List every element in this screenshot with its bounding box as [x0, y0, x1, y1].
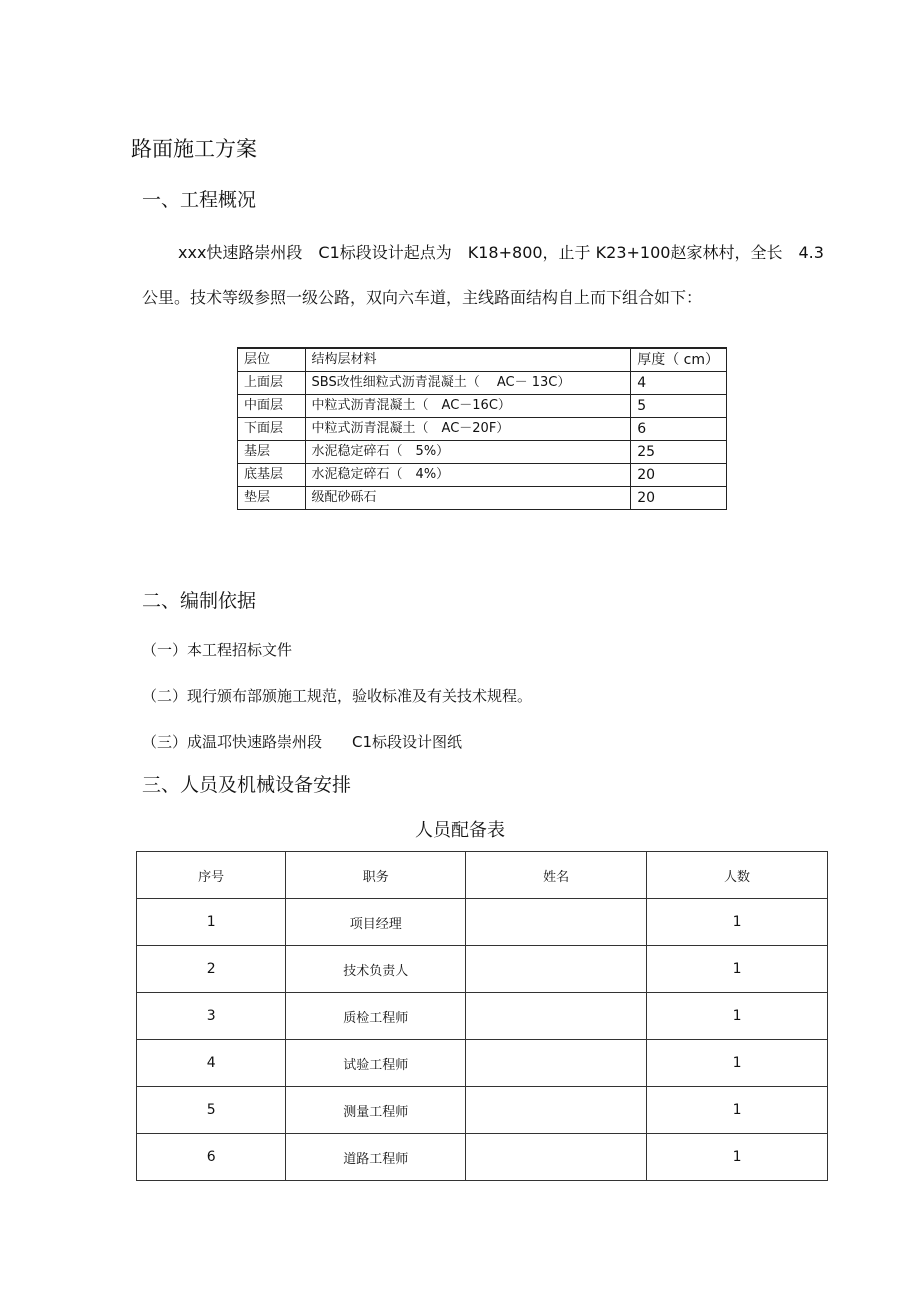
overview-paragraph-line1: xxx快速路崇州段 C1标段设计起点为 K18+800，止于 K23+100赵家林村，全长 4.3: [178, 243, 824, 262]
name-cell: [466, 993, 647, 1040]
layer-cell: 基层: [238, 441, 306, 464]
name-cell: [466, 1134, 647, 1181]
section-heading-staffing: 三、人员及机械设备安排: [142, 774, 352, 796]
header-name: 姓名: [466, 852, 647, 899]
number-cell: 2: [137, 946, 286, 993]
name-cell: [466, 1087, 647, 1134]
position-cell: 项目经理: [286, 899, 466, 946]
basis-item-2: （二）现行颁布部颁施工规范，验收标准及有关技术规程。: [142, 687, 533, 705]
number-cell: 3: [137, 993, 286, 1040]
count-cell: 1: [647, 1134, 828, 1181]
count-cell: 1: [647, 1087, 828, 1134]
thickness-cell: 4: [631, 372, 727, 395]
thickness-cell: 6: [631, 418, 727, 441]
staff-table-caption: 人员配备表: [415, 820, 505, 841]
material-cell: 水泥稳定碎石（ 4%）: [305, 464, 631, 487]
position-cell: 试验工程师: [286, 1040, 466, 1087]
layer-cell: 上面层: [238, 372, 306, 395]
material-cell: 中粒式沥青混凝土（ AC－20F）: [305, 418, 631, 441]
layer-cell: 下面层: [238, 418, 306, 441]
header-position: 职务: [286, 852, 466, 899]
table-row: [238, 395, 727, 418]
number-cell: 4: [137, 1040, 286, 1087]
number-cell: 5: [137, 1087, 286, 1134]
table-row: [238, 441, 727, 464]
header-thickness: 厚度（ cm）: [631, 348, 727, 372]
table-row: [137, 899, 828, 946]
table-row: [137, 993, 828, 1040]
staff-table: [136, 851, 828, 1181]
name-cell: [466, 1040, 647, 1087]
table-row: [238, 464, 727, 487]
basis-item-1: （一）本工程招标文件: [142, 641, 293, 659]
table-row: [238, 487, 727, 510]
material-cell: SBS改性细粒式沥青混凝土（ AC－ 13C）: [305, 372, 631, 395]
table-header-row: [238, 348, 727, 372]
table-row: [238, 372, 727, 395]
section-heading-overview: 一、工程概况: [142, 189, 257, 211]
table-row: [137, 1134, 828, 1181]
header-number: 序号: [137, 852, 286, 899]
position-cell: 质检工程师: [286, 993, 466, 1040]
thickness-cell: 25: [631, 441, 727, 464]
page-title: 路面施工方案: [131, 137, 257, 161]
number-cell: 1: [137, 899, 286, 946]
layer-cell: 垫层: [238, 487, 306, 510]
overview-paragraph-line2: 公里。技术等级参照一级公路，双向六车道，主线路面结构自上而下组合如下：: [142, 288, 703, 307]
thickness-cell: 5: [631, 395, 727, 418]
thickness-cell: 20: [631, 487, 727, 510]
header-layer: 层位: [238, 348, 306, 372]
position-cell: 道路工程师: [286, 1134, 466, 1181]
header-material: 结构层材料: [305, 348, 631, 372]
number-cell: 6: [137, 1134, 286, 1181]
thickness-cell: 20: [631, 464, 727, 487]
name-cell: [466, 899, 647, 946]
material-cell: 水泥稳定碎石（ 5%）: [305, 441, 631, 464]
table-row: [137, 1087, 828, 1134]
material-cell: 中粒式沥青混凝土（ AC－16C）: [305, 395, 631, 418]
basis-item-3: （三）成温邛快速路崇州段 C1标段设计图纸: [142, 733, 463, 751]
table-row: [238, 418, 727, 441]
count-cell: 1: [647, 899, 828, 946]
material-cell: 级配砂砾石: [305, 487, 631, 510]
count-cell: 1: [647, 1040, 828, 1087]
table-header-row: [137, 852, 828, 899]
section-heading-basis: 二、编制依据: [142, 590, 257, 612]
position-cell: 测量工程师: [286, 1087, 466, 1134]
header-count: 人数: [647, 852, 828, 899]
layer-cell: 中面层: [238, 395, 306, 418]
count-cell: 1: [647, 993, 828, 1040]
count-cell: 1: [647, 946, 828, 993]
table-row: [137, 1040, 828, 1087]
layer-cell: 底基层: [238, 464, 306, 487]
pavement-structure-table: [237, 347, 727, 510]
name-cell: [466, 946, 647, 993]
position-cell: 技术负责人: [286, 946, 466, 993]
table-row: [137, 946, 828, 993]
